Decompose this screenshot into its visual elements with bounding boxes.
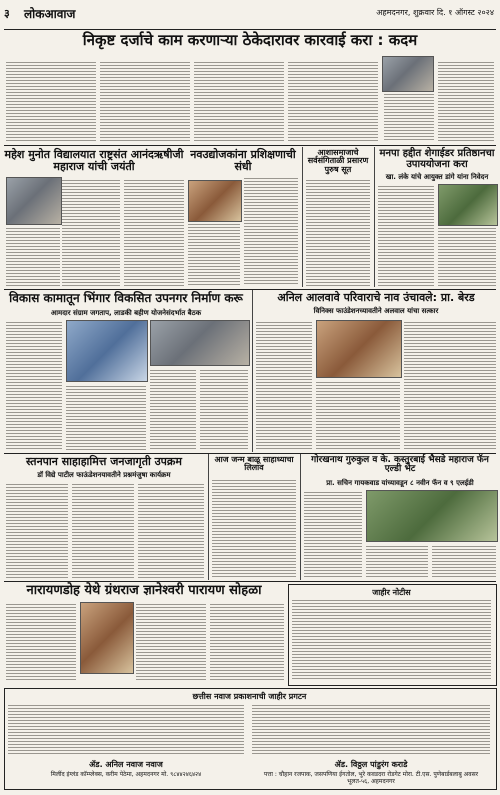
stanpan-subheadline: डॉ विद्ये पाटील फाऊंडेशनयावतीने प्रश्नमंजुषा कार्यक्रम: [37, 471, 171, 479]
page-number: ३: [4, 7, 10, 20]
article-text: [138, 482, 204, 578]
article-text: [432, 544, 496, 578]
column-divider: [252, 290, 253, 452]
article-text: [72, 482, 134, 578]
news-photo: [438, 184, 498, 226]
narayan-headline: नारायणडोह येथे ग्रंथराज ज्ञानेश्वरी पारायण सोहळा: [26, 583, 262, 598]
notice-title: जाहीर नोटीस: [372, 588, 411, 597]
article-text: [200, 368, 248, 450]
masthead-rule: [4, 29, 496, 30]
news-photo: [150, 320, 250, 366]
advocate-name-1: ॲड. अनिल नवाज नवाज: [89, 760, 163, 769]
column-divider: [208, 454, 209, 580]
article-text: [6, 226, 60, 286]
navdoot-headline: नवउद्योजकांना प्रशिक्षणाची संधी: [190, 148, 296, 173]
article-text: [316, 380, 400, 450]
stanpan-headline: स्तनपान साहाहामित्त जनजागृती उपक्रम: [26, 455, 182, 468]
aaj-headline: आज जन्म बाळू साहाध्याचा लिलाव: [214, 455, 294, 473]
vikas-subheadline: आमदार संग्राम जगताप, लाडकी बहीण योजनेसंदर्भात बैठक: [50, 309, 202, 317]
advocate-address-2: पत्ता : चौहान रजपाक, जसपणिया ईगतोल, भुरे कवडदरा रोडगेट मोरा. टी.एस. पुणेबार्डबलाबु अवसर भूलत-५६, अहमदनगर: [263, 771, 479, 786]
anil-subheadline: विनिक्स फाउंडेशनच्यावतीने अलवाल यांचा सत्कार: [313, 307, 439, 315]
gorakh-subheadline: प्रा. सचिन गायकवाड यांच्यावडून ८ नवीन फॅन व ९ एलईडी: [326, 479, 474, 487]
news-photo: [366, 490, 498, 542]
news-photo: [6, 177, 62, 225]
notice-text: [252, 703, 490, 755]
section-rule: [4, 581, 496, 582]
article-text: [210, 602, 284, 682]
news-photo: [80, 602, 134, 674]
article-text: [306, 178, 370, 286]
advocate-name-2: ॲड. विठ्ठल पांडुरंग कराडे: [334, 760, 408, 769]
article-text: [244, 176, 298, 286]
column-divider: [302, 147, 303, 287]
news-photo: [66, 320, 148, 382]
column-divider: [374, 147, 375, 287]
article-text: [6, 60, 96, 142]
article-text: [62, 178, 120, 286]
mahesh-headline: महेश मुनोत विद्यालयात राष्ट्रसंत आनंदऋषीजी महाराज यांची जयंती: [4, 148, 184, 173]
notice-text: [8, 703, 244, 755]
article-text: [100, 60, 190, 142]
article-text: [366, 544, 428, 578]
news-photo: [316, 320, 402, 378]
article-text: [66, 384, 146, 450]
section-rule: [4, 289, 496, 290]
news-photo: [382, 56, 434, 92]
article-text: [194, 60, 284, 142]
legal-notice-title: छत्तीस नवाज प्रकाशनाची जाहीर प्रगटन: [192, 692, 307, 701]
article-text: [378, 184, 434, 286]
article-text: [188, 222, 240, 286]
article-text: [6, 482, 68, 578]
manpa-headline: मनपा हद्दीत शेगाईडर प्रतिष्ठानचा उपाययोजना करा: [379, 148, 495, 170]
newspaper-name: लोकआवाज: [24, 7, 76, 21]
column-divider: [300, 454, 301, 580]
article-text: [288, 60, 378, 142]
asha-headline: आशासमाजाचे सर्वसंगिताळी प्रसारण पुरुष सूत: [307, 148, 369, 174]
news-photo: [188, 180, 242, 222]
notice-text: [292, 598, 491, 680]
vikas-headline: विकास कामातून भिंगार विकसित उपनगर निर्माण करू: [9, 291, 243, 305]
dateline: अहमदनगर, शुक्रवार दि. १ ऑगस्ट २०२४: [376, 8, 494, 17]
article-text: [6, 602, 76, 682]
article-text: [6, 320, 62, 450]
article-text: [150, 368, 196, 450]
article-text: [438, 60, 494, 142]
gorakh-headline: गोरखनाथ गुरुकुल व के. कस्तुरबाई भैसडे महाराज फॅन एल्डी भेट: [311, 455, 489, 475]
article-text: [136, 602, 206, 682]
article-text: [212, 478, 296, 578]
section-rule: [4, 453, 496, 454]
lead-headline: निकृष्ट दर्जाचे काम करणाऱ्या ठेकेदारावर कारवाई करा : कदम: [82, 31, 418, 49]
article-text: [256, 320, 312, 450]
manpa-subheadline: खा. लंके यांचे आयुक्त डांगे यांना निवेदन: [385, 173, 489, 181]
article-text: [404, 320, 496, 450]
advocate-address-1: मिलींद इंग्लंड कॉम्प्लेक्स, करीम पेठेमा, अहमदनगर मो. ९८४४२४६४२४: [50, 771, 202, 778]
article-text: [438, 226, 496, 286]
article-text: [304, 490, 362, 578]
anil-headline: अनिल आलवावे परिवाराचे नाव उंचावले: प्रा. बेरड: [277, 291, 475, 304]
article-text: [124, 178, 184, 286]
article-text: [384, 92, 434, 142]
section-rule: [4, 145, 496, 146]
